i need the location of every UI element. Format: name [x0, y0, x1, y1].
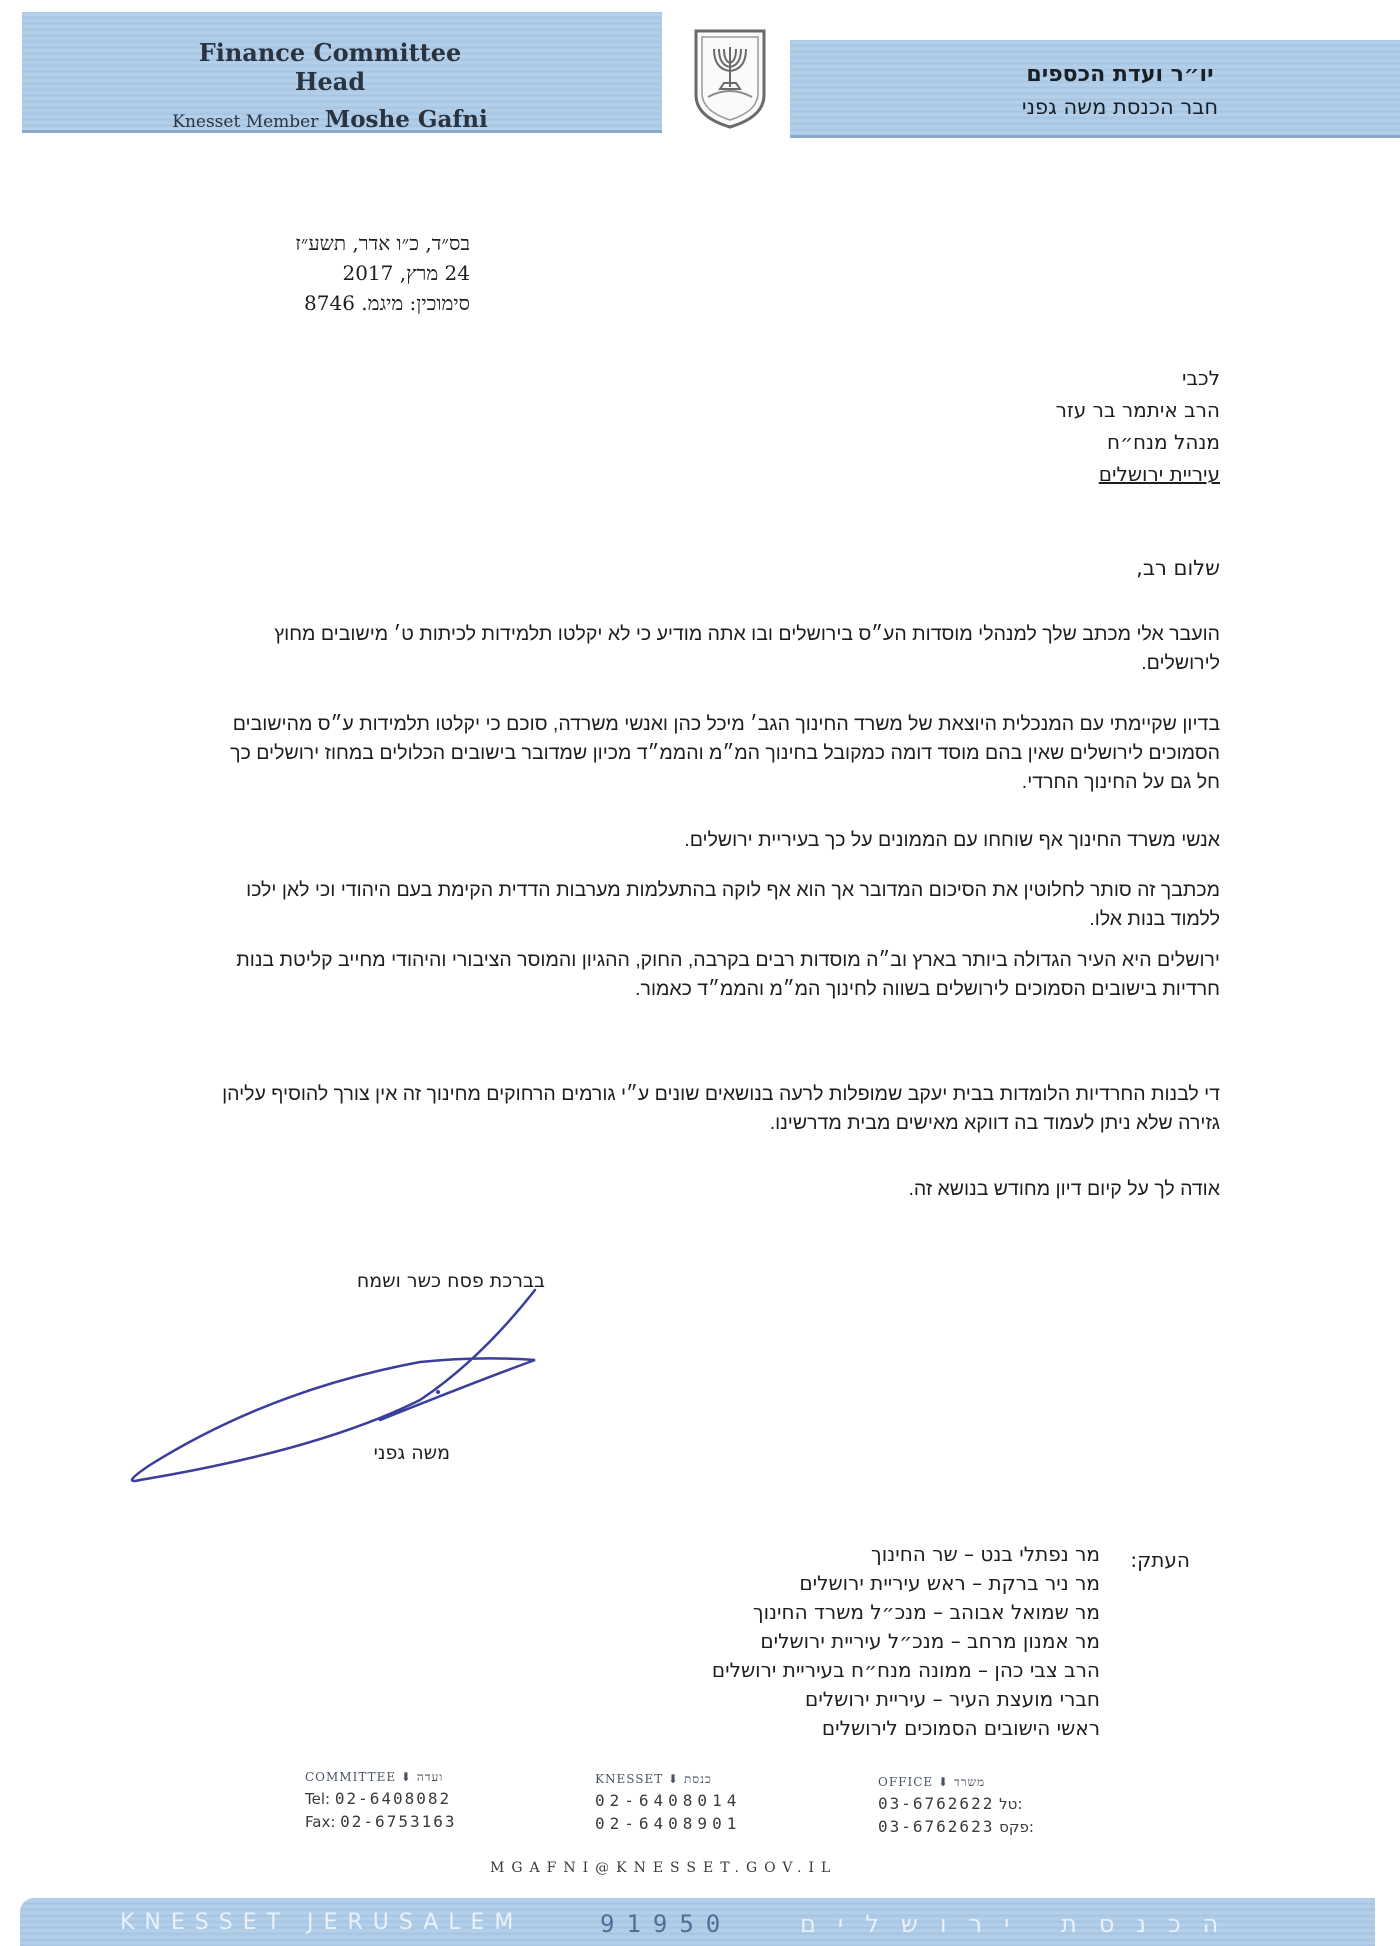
office-fax: 03-6762623 פקס:: [878, 1817, 1034, 1836]
body-paragraph-6: די לבנות החרדיות הלומדות בבית יעקב שמופלות לרעה בנושאים שונים ע״י גורמים הרחוקים מחינוך זה אין צורך להוסיף עליהן גזירה שלא ניתן לעמוד בה דווקא מאישים מבית מדרשינו.: [222, 1083, 1220, 1134]
reference-number: סימוכין: מיגמ. 8746: [304, 291, 470, 315]
body-paragraph-3: אנשי משרד החינוך אף שוחחו עם הממונים על כך בעיריית ירושלים.: [684, 829, 1220, 851]
letter-meta: [200, 228, 470, 318]
cc-recipient: מר שמואל אבוהב – מנכ״ל משרד החינוך: [752, 1600, 1100, 1624]
letterhead-member-en: [160, 106, 500, 133]
member-name: Moshe Gafni: [324, 106, 488, 133]
gregorian-date: 24 מרץ, 2017: [342, 261, 470, 285]
letterhead-title-en: Finance Committee Head: [198, 38, 462, 96]
footer-committee: [305, 1770, 456, 1831]
member-prefix: Knesset Member: [172, 112, 319, 132]
recipient-block: [820, 362, 1220, 490]
cc-label: העתק:: [1130, 1548, 1190, 1572]
recipient-name: הרב איתמר בר עזר: [1055, 398, 1220, 422]
cc-recipient: ראשי הישובים הסמוכים לירושלים: [821, 1716, 1100, 1740]
office-tel: 03-6762622 טל:: [878, 1794, 1023, 1813]
cc-list: [500, 1540, 1100, 1743]
menorah-emblem-icon: [690, 25, 770, 130]
recipient-salutation: לכבי: [1182, 366, 1220, 390]
closing-blessing: בברכת פסח כשר ושמח: [356, 1270, 545, 1292]
footer-band-zip: 91950: [600, 1910, 733, 1938]
committee-caption: COMMITTEE ⬇ ועדה: [305, 1770, 444, 1784]
footer-knesset: [595, 1772, 741, 1833]
cc-recipient: חברי מועצת העיר – עיריית ירושלים: [805, 1687, 1100, 1711]
hebrew-date: בס״ד, כ״ו אדר, תשע״ז: [295, 231, 470, 255]
arrow-down-icon: ⬇: [668, 1772, 680, 1786]
recipient-organization: עיריית ירושלים: [1098, 462, 1220, 486]
letterhead-english: [160, 38, 500, 133]
body-paragraph-7: אודה לך על קיום דיון מחודש בנושא זה.: [908, 1178, 1220, 1200]
cc-recipient: מר ניר ברקת – ראש עיריית ירושלים: [799, 1571, 1100, 1595]
greeting: שלום רב,: [1136, 556, 1220, 580]
footer-band-location: KNESSET JERUSALEM: [120, 1910, 524, 1935]
cc-recipient: מר אמנון מרחב – מנכ״ל עיריית ירושלים: [760, 1629, 1100, 1653]
letterhead-member-he: חבר הכנסת משה גפני: [1021, 95, 1219, 119]
signer-name: משה גפני: [373, 1442, 450, 1464]
office-caption: OFFICE ⬇ משרד: [878, 1775, 986, 1789]
arrow-down-icon: ⬇: [400, 1770, 412, 1784]
knesset-caption: KNESSET ⬇ כנסת: [595, 1772, 712, 1786]
recipient-title: מנהל מנח״ח: [1107, 430, 1220, 454]
cc-recipient: מר נפתלי בנט – שר החינוך: [871, 1542, 1100, 1566]
body-paragraph-4: מכתבך זה סותר לחלוטין את הסיכום המדובר אך הוא אף לוקה בהתעלמות מערבות הדדית הקימת בעם היהודי וכי לאן ילכו ללמוד בנות אלו.: [246, 879, 1220, 930]
body-paragraph-2: בדיון שקיימתי עם המנכלית היוצאת של משרד החינוך הגב׳ מיכל כהן ואנשי משרדה, סוכם כי יקלטו תלמידות ע״ס מהישובים הסמוכים לירושלים שאין בהם מוסד דומה כמקובל בחינוך המ״מ והממ״ד מכיון שמדובר בישובים הכלולים במחוז ירושלים כך חל גם על החינוך החרדי.: [230, 713, 1220, 793]
body-paragraph-5: ירושלים היא העיר הגדולה ביותר בארץ וב״ה מוסדות רבים בקרבה, החוק, ההגיון והמוסר הציבורי והיהודי מחייב קליטת בנות חרדיות בישובים הסמוכים לירושלים בשווה לחינוך המ״מ והממ״ד כאמור.: [236, 949, 1220, 1000]
knesset-phone-1: 02-6408014: [595, 1791, 742, 1810]
cc-recipient: הרב צבי כהן – ממונה מנח״ח בעיריית ירושלים: [711, 1658, 1100, 1682]
arrow-down-icon: ⬇: [938, 1775, 950, 1789]
body-paragraph-1: הועבר אלי מכתב שלך למנהלי מוסדות הע״ס בירושלים ובו אתה מודיע כי לא יקלטו תלמידות לכיתות ט׳ מישובים מחוץ לירושלים.: [274, 623, 1220, 674]
footer-band-hebrew: הכנסת ירושלים: [800, 1910, 1241, 1938]
letterhead-title-he: יו״ר ועדת הכספים: [1026, 62, 1214, 87]
committee-tel: Tel: 02-6408082: [305, 1789, 452, 1808]
email-address: MGAFNI@KNESSET.GOV.IL: [490, 1860, 838, 1876]
committee-fax: Fax: 02-6753163: [305, 1812, 457, 1831]
letterhead-hebrew: [960, 62, 1280, 119]
knesset-phone-2: 02-6408901: [595, 1814, 742, 1833]
footer-office: [878, 1775, 1034, 1836]
